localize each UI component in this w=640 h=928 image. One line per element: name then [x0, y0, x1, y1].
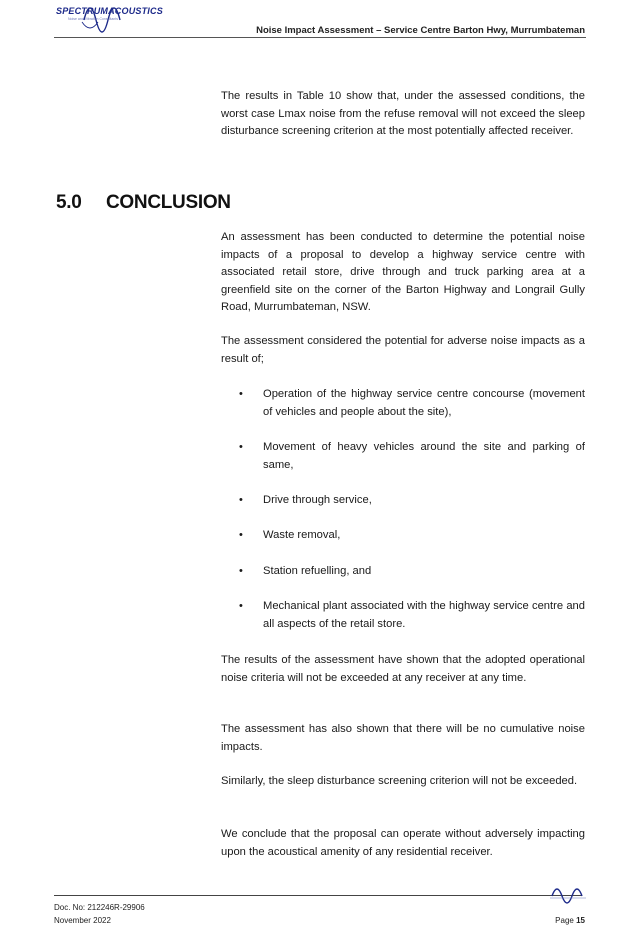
section-title: CONCLUSION	[106, 192, 231, 213]
conclusion-paragraph-1: An assessment has been conducted to determine the potential noise impacts of a proposal to develop a highway service centre with associated retail store, drive through and truck parking area at a greenfield site on the corner of the Barton Highway and Longrail Gully Road, Murrumbateman, NSW.	[221, 231, 585, 314]
conclusion-paragraph-4: The assessment has also shown that there will be no cumulative noise impacts.	[221, 723, 585, 753]
bullet-icon: •	[239, 529, 243, 541]
intro-paragraph: The results in Table 10 show that, under the assessed conditions, the worst case Lmax noise from the refuse removal will not exceed the sleep disturbance screening criterion at the most potentially affected receiver.	[221, 90, 585, 138]
footer-page-number	[555, 916, 585, 925]
section-number: 5.0	[56, 192, 82, 213]
page-number: 15	[576, 916, 585, 925]
list-item-text: Waste removal,	[263, 529, 341, 541]
document-header-title: Noise Impact Assessment – Service Centre Barton Hwy, Murrumbateman	[256, 25, 585, 36]
logo-tagline: Noise and Vibration Consultants	[68, 17, 118, 21]
list-item-text: Mechanical plant associated with the highway service centre and all aspects of the retail store.	[263, 600, 585, 630]
conclusion-paragraph-6: We conclude that the proposal can operate without adversely impacting upon the acoustical amenity of any residential receiver.	[221, 828, 585, 858]
bullet-icon: •	[239, 388, 243, 400]
list-item-text: Operation of the highway service centre concourse (movement of vehicles and people about the site),	[263, 388, 585, 418]
section-heading	[56, 192, 231, 214]
list-item-text: Movement of heavy vehicles around the site and parking of same,	[263, 441, 585, 471]
footer-waveform-icon	[550, 884, 586, 904]
footer-document-number: Doc. No: 212246R-29906	[54, 903, 145, 912]
bullet-icon: •	[239, 494, 243, 506]
footer-date: November 2022	[54, 916, 111, 925]
bullet-icon: •	[239, 441, 243, 453]
conclusion-paragraph-5: Similarly, the sleep disturbance screening criterion will not be exceeded.	[221, 775, 578, 787]
logo-text: SPECTRUMACOUSTICS	[56, 6, 163, 16]
list-item	[221, 492, 585, 510]
bullet-icon: •	[239, 565, 243, 577]
list-item	[221, 439, 585, 474]
bullet-icon: •	[239, 600, 243, 612]
conclusion-paragraph-2: The assessment considered the potential for adverse noise impacts as a result of;	[221, 335, 585, 365]
list-item	[221, 386, 585, 421]
list-item	[221, 563, 585, 581]
list-item-text: Station refuelling, and	[263, 565, 372, 577]
list-item-text: Drive through service,	[263, 494, 372, 506]
page-label: Page	[555, 916, 574, 925]
list-item	[221, 527, 585, 545]
company-logo	[54, 0, 164, 34]
footer-divider	[54, 895, 582, 896]
conclusion-paragraph-3: The results of the assessment have shown that the adopted operational noise criteria will not be exceeded at any receiver at any time.	[221, 654, 585, 684]
list-item	[221, 598, 585, 633]
header-divider	[54, 37, 586, 38]
